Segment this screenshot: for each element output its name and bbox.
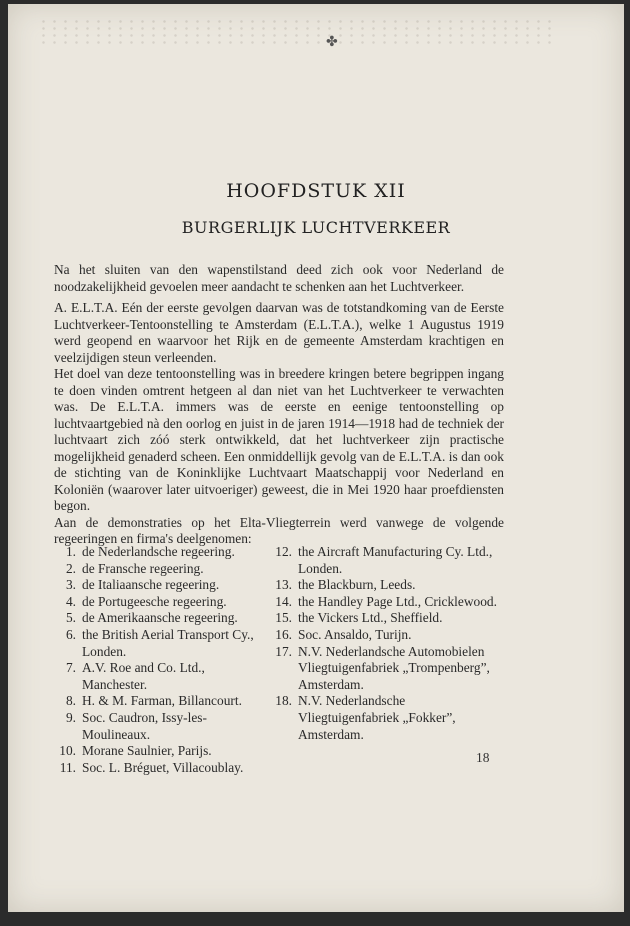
list-item-number: 18. <box>275 693 292 709</box>
participant-list-left <box>54 544 264 776</box>
list-item-number: 9. <box>65 709 76 725</box>
list-item-number: 10. <box>59 743 76 759</box>
list-item <box>54 743 264 760</box>
list-item-number: 15. <box>275 610 292 626</box>
printer-mark-icon: ✤ <box>326 34 338 50</box>
list-item-text: de Nederlandsche regeering. <box>82 544 235 559</box>
list-item <box>54 660 264 693</box>
list-item <box>54 561 264 578</box>
list-item-text: the Aircraft Manufacturing Cy. Ltd., Londen. <box>298 544 493 576</box>
list-item <box>54 610 264 627</box>
body-text <box>54 262 504 548</box>
chapter-heading: HOOFDSTUK XII <box>226 180 406 202</box>
chapter-title: BURGERLIJK LUCHTVERKEER <box>181 218 451 237</box>
list-item-number: 17. <box>275 643 292 659</box>
list-item-number: 11. <box>59 759 76 775</box>
list-item <box>270 627 506 644</box>
list-item <box>270 594 506 611</box>
list-item <box>270 610 506 627</box>
book-page <box>8 4 624 912</box>
list-item-text: de Fransche regeering. <box>82 560 204 576</box>
list-item-text: Soc. L. Bréguet, Villacoublay. <box>82 759 244 775</box>
list-item-text: H. & M. Farman, Billancourt. <box>82 693 242 709</box>
list-item-text: N.V. Nederlandsche Vliegtuigenfabriek „Fokker”, Amsterdam. <box>298 693 456 742</box>
list-item <box>54 577 264 594</box>
list-item-number: 5. <box>65 610 76 626</box>
list-item-number: 8. <box>65 693 76 709</box>
list-item-text: N.V. Nederlandsche Automobielen Vliegtuigenfabriek „Trompenberg”, Amsterdam. <box>298 643 490 692</box>
list-item <box>54 627 264 660</box>
list-item <box>54 544 264 561</box>
list-item-number: 13. <box>275 577 292 593</box>
list-item-text: de Italiaansche regeering. <box>82 577 220 593</box>
list-item-number: 1. <box>65 544 76 559</box>
list-item-number: 2. <box>65 560 76 576</box>
page-stains <box>38 18 558 48</box>
participant-list-right <box>270 544 506 743</box>
paragraph: A. E.L.T.A. Eén der eerste gevolgen daarvan was de totstandkoming van de Eerste Luchtverkeer-Tentoonstelling te Amsterdam (E.L.T.A.), welke 1 Augustus 1919 werd geopend en waarvoor het Rijk en de gemeente Amsterdam krachtigen en veelzijdigen steun verleenden. <box>54 300 504 365</box>
list-item-text: A.V. Roe and Co. Ltd., Manchester. <box>82 660 205 692</box>
list-item-number: 3. <box>65 577 76 593</box>
list-item-number: 6. <box>65 626 76 642</box>
list-item-text: Soc. Caudron, Issy-les-Moulineaux. <box>82 709 207 742</box>
list-item-text: the Vickers Ltd., Sheffield. <box>298 610 443 626</box>
list-item-text: Morane Saulnier, Parijs. <box>82 743 212 759</box>
list-item-number: 14. <box>275 593 292 609</box>
paragraph: Aan de demonstraties op het Elta-Vliegterrein werd vanwege de volgende regeeringen en firma's deelgenomen: <box>54 514 504 546</box>
list-item-number: 7. <box>65 660 76 676</box>
list-item <box>54 693 264 710</box>
list-item-text: the British Aerial Transport Cy., Londen. <box>82 626 254 659</box>
list-item-text: de Amerikaansche regeering. <box>82 610 238 626</box>
list-item <box>270 577 506 594</box>
list-item-number: 4. <box>65 593 76 609</box>
list-item <box>270 544 506 577</box>
list-item <box>270 644 506 694</box>
page-number: 18 <box>476 750 490 765</box>
list-item <box>270 693 506 743</box>
list-item-text: the Blackburn, Leeds. <box>298 577 416 593</box>
list-item <box>54 594 264 611</box>
paragraph: Het doel van deze tentoonstelling was in breedere kringen betere begrippen ingang te doen vinden omtrent hetgeen al dan niet van het Luchtverkeer te verwachten was. De E.L.T.A. immers was de eerste en eenige tentoonstelling op luchtvaartgebied nà den oorlog en juist in de jaren 1914—1918 had de techniek der luchtvaart zich zóó sterk ontwikkeld, dat het luchtverkeer zijn practische mogelijkheid genaderd scheen. Een onmiddellijk gevolg van de E.L.T.A. is dan ook de stichting van de Koninklijke Luchtvaart Maatschappij voor Nederland en Koloniën (waarover later uitvoeriger) geweest, die in Mei 1920 haar proefdiensten begon. <box>54 366 504 513</box>
list-item-text: de Portugeesche regeering. <box>82 593 227 609</box>
list-item-number: 12. <box>275 544 292 559</box>
paragraph: Na het sluiten van den wapenstilstand deed zich ook voor Nederland de noodzakelijkheid gevoelen meer aandacht te schenken aan het Luchtverkeer. <box>54 262 504 294</box>
list-item-text: the Handley Page Ltd., Cricklewood. <box>298 593 497 609</box>
list-item <box>54 710 264 743</box>
list-item-text: Soc. Ansaldo, Turijn. <box>298 626 412 642</box>
list-item <box>54 760 264 777</box>
list-item-number: 16. <box>275 626 292 642</box>
